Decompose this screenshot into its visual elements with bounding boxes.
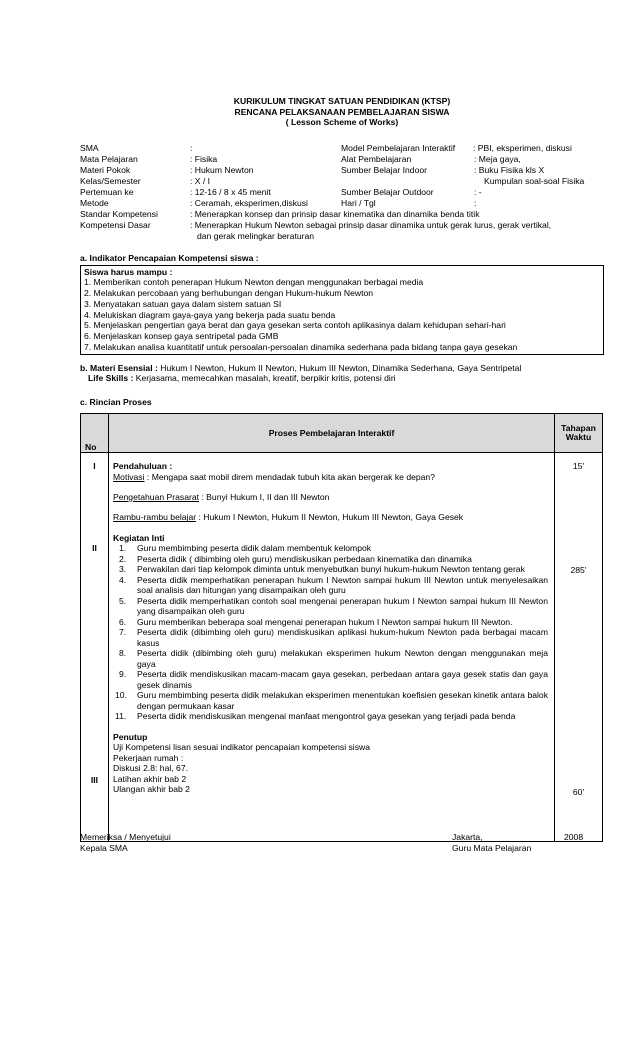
penutup-line: Pekerjaan rumah : — [113, 752, 184, 763]
penutup-line: Ulangan akhir bab 2 — [113, 784, 190, 795]
list-item: 5. Peserta didik memperhatikan contoh soal mengenai penerapan hukum I Newton sampai hukum III Newton yang disampaikan oleh guru — [119, 595, 548, 617]
list-item: 3. Perwakilan dari tiap kelompok diminta untuk menyebutkan bunyi hukum-hukum Newton tentang gerak — [119, 564, 525, 575]
title-line-2: RENCANA PELAKSANAAN PEMBELAJARAN SISWA — [234, 106, 450, 117]
meta-value-kd: : Menerapkan Hukum Newton sebagai prinsip dasar dinamika untuk gerak lurus, gerak vertikal, — [190, 220, 552, 231]
meta-label-materi: Materi Pokok — [80, 165, 131, 176]
prasarat-text: : Bunyi Hukum I, II dan III Newton — [199, 491, 330, 502]
indikator-item: 5. Menjelaskan pengertian gaya berat dan gaya gesekan serta contoh aplikasinya dalam kehidupan sehari-hari — [84, 320, 506, 331]
inti-list — [113, 543, 548, 721]
rincian-table — [80, 413, 603, 842]
sig-right-year: 2008 — [564, 832, 584, 842]
meta-value-metode: : Ceramah, eksperimen,diskusi — [190, 198, 308, 209]
list-item: 2. Peserta didik ( dibimbing oleh guru) mendiskusikan perbedaan kinematika dan dinamika — [119, 553, 472, 564]
life-skills-text: Kerjasama, memecahkan masalah, kreatif, berpikir kritis, potensi diri — [133, 373, 396, 384]
meta-value-kelas: : X / I — [190, 176, 211, 187]
meta-label-model: Model Pembelajaran Interaktif — [341, 143, 456, 154]
meta-value-model: : PBI, eksperimen, diskusi — [473, 143, 572, 154]
motivasi-text: : Mengapa saat mobil direm mendadak tubuh kita akan bergerak ke depan? — [144, 471, 435, 482]
waktu-penutup: 60' — [572, 787, 585, 798]
no-column — [81, 453, 109, 842]
rincian-heading: c. Rincian Proses — [80, 396, 152, 407]
header-proses: Proses Pembelajaran Interaktif — [109, 414, 555, 453]
indikator-item: 7. Melakukan analisa kuantitatif untuk persoalan-persoalan dinamika sederhana pada bidang tanpa gaya gesekan — [84, 341, 518, 352]
meta-value-outdoor: : - — [474, 187, 482, 198]
list-item: 1. Guru membimbing peserta didik dalam membentuk kelompok — [119, 543, 372, 554]
prasarat-label: Pengetahuan Prasarat — [113, 491, 200, 502]
list-item: 6. Guru memberikan beberapa soal mengenai penerapan hukum I Newton sampai hukum III Newton. — [119, 616, 513, 627]
materi-label: b. Materi Esensial : — [80, 362, 158, 373]
header-waktu-2: Waktu — [565, 432, 592, 443]
meta-value-mapel: : Fisika — [190, 154, 218, 165]
no-penutup: III — [90, 775, 99, 786]
meta-label-mapel: Mata Pelajaran — [80, 154, 138, 165]
meta-value-sma: : — [190, 143, 193, 154]
life-skills-label: Life Skills : — [88, 373, 134, 384]
meta-value-alat: : Meja gaya, — [474, 154, 521, 165]
materi-esensial — [80, 363, 604, 373]
indikator-item: 3. Menyatakan satuan gaya dalam sistem satuan SI — [84, 298, 282, 309]
meta-value-pertemuan: : 12-16 / 8 x 45 menit — [190, 187, 271, 198]
indikator-intro: Siswa harus mampu : — [84, 266, 173, 277]
table-body-row — [81, 453, 603, 842]
lesson-plan-page — [80, 96, 604, 842]
sig-left-1: Memeriksa / Menyetujui — [80, 832, 171, 842]
meta-value-sk: : Menerapkan konsep dan prinsip dasar kinematika dan dinamika benda titik — [190, 209, 480, 220]
meta-label-kelas: Kelas/Semester — [80, 176, 141, 187]
meta-label-pertemuan: Pertemuan ke — [80, 187, 134, 198]
waktu-pendahuluan: 15' — [572, 461, 585, 472]
indikator-heading: a. Indikator Pencapaian Kompetensi siswa : — [80, 253, 259, 264]
rambu-line — [113, 512, 548, 522]
meta-value-indoor: : Buku Fisika kls X — [474, 165, 545, 176]
meta-label-outdoor: Sumber Belajar Outdoor — [341, 187, 434, 198]
prasarat-line — [113, 492, 548, 502]
indikator-item: 6. Menjelaskan konsep gaya sentripetal pada GMB — [84, 331, 279, 342]
penutup-line: Latihan akhir bab 2 — [113, 773, 187, 784]
list-item: 7. Peserta didik (dibimbing oleh guru) mendiskusikan aplikasi hukum-hukum Newton pada berbagai macam kasus — [119, 627, 548, 648]
table-header-row — [81, 414, 603, 453]
materi-text: Hukum I Newton, Hukum II Newton, Hukum III Newton, Dinamika Sederhana, Gaya Sentripetal — [157, 362, 522, 373]
meta-value-materi: : Hukum Newton — [190, 165, 254, 176]
indikator-item: 1. Memberikan contoh penerapan Hukum Newton dengan menggunakan berbagai media — [84, 277, 424, 288]
list-item: 11. Peserta didik mendiskusikan mengenai manfaat mengontrol gaya gesekan yang terjadi pada benda — [115, 711, 516, 722]
proses-column — [109, 453, 555, 842]
inti-title: Kegiatan Inti — [113, 532, 165, 543]
meta-value-hari: : — [474, 198, 477, 209]
list-item: 4. Peserta didik memperhatikan penerapan hukum I Newton sampai hukum III Newton untuk menyelesaikan soal analisis dan hitungan yang disampaikan oleh guru — [119, 574, 548, 596]
no-pendahuluan: I — [93, 461, 96, 472]
meta-label-sk: Standar Kompetensi — [80, 209, 158, 220]
list-item: 9. Peserta didik mendiskusikan macam-macam gaya gesekan, perbedaan antara gaya gesek statis dan gaya gesek dinamis — [119, 669, 548, 690]
motivasi-line — [113, 472, 548, 482]
header-waktu — [555, 414, 603, 453]
sig-right-place: Jakarta, — [452, 832, 483, 842]
no-inti: II — [92, 543, 97, 554]
meta-label-alat: Alat Pembelajaran — [341, 154, 412, 165]
meta-label-kd: Kompetensi Dasar — [80, 220, 151, 231]
meta-label-hari: Hari / Tgl — [341, 198, 376, 209]
waktu-column — [555, 453, 603, 842]
meta-block — [80, 143, 604, 249]
header-no: No — [81, 414, 109, 453]
meta-label-metode: Metode — [80, 198, 109, 209]
title-line-1: KURIKULUM TINGKAT SATUAN PENDIDIKAN (KTSP) — [233, 96, 451, 106]
meta-value-kd-cont: dan gerak melingkar beraturan — [197, 231, 315, 242]
indikator-item: 2. Melakukan percobaan yang berhubungan dengan Hukum-hukum Newton — [84, 288, 374, 299]
title-line-3: ( Lesson Scheme of Works) — [285, 117, 399, 128]
list-item: 8. Peserta didik (dibimbing oleh guru) melakukan eksperimen hukum Newton dengan menggunakan meja gaya — [119, 648, 548, 669]
list-item: 10. Guru membimbing peserta didik melakukan eksperimen menentukan koefisien gesekan kinetik antara balok dengan permukaan kasar — [115, 690, 548, 711]
pendahuluan-title: Pendahuluan : — [113, 461, 173, 472]
indikator-box — [80, 265, 604, 355]
meta-value-indoor-2: Kumpulan soal-soal Fisika — [484, 176, 585, 187]
life-skills — [80, 373, 604, 383]
sig-left-2: Kepala SMA — [80, 843, 128, 853]
penutup-title: Penutup — [113, 731, 148, 742]
document-title — [80, 96, 604, 128]
header-waktu-1: Tahapan — [561, 422, 596, 433]
motivasi-label: Motivasi — [113, 471, 145, 482]
sig-right-2: Guru Mata Pelajaran — [452, 843, 532, 853]
waktu-inti: 285' — [570, 565, 587, 576]
penutup-line: Uji Kompetensi lisan sesuai indikator pencapaian kompetensi siswa — [113, 742, 370, 753]
rambu-text: : Hukum I Newton, Hukum II Newton, Hukum III Newton, Gaya Gesek — [196, 512, 464, 523]
meta-label-sma: SMA — [80, 143, 99, 154]
penutup-line: Diskusi 2.8: hal, 67. — [113, 763, 188, 774]
rambu-label: Rambu-rambu belajar — [113, 512, 197, 523]
indikator-item: 4. Melukiskan diagram gaya-gaya yang bekerja pada suatu benda — [84, 309, 336, 320]
meta-label-indoor: Sumber Belajar Indoor — [341, 165, 427, 176]
